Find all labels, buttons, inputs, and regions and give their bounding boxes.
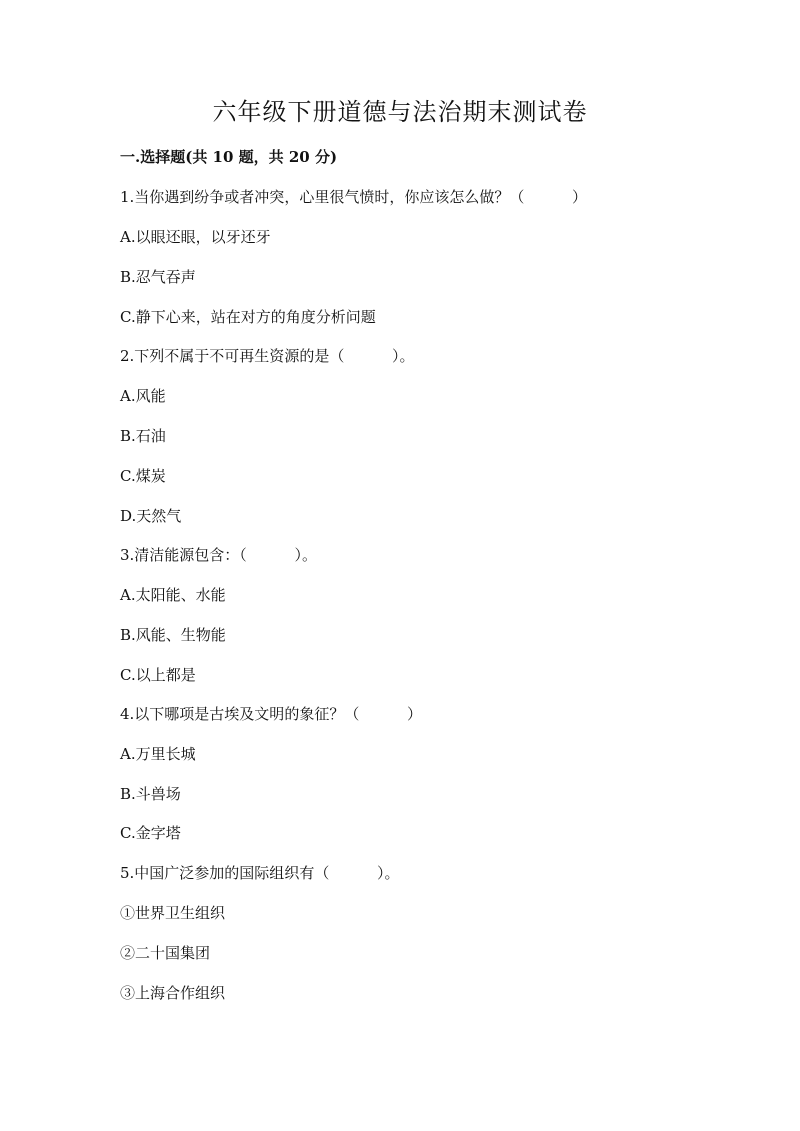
- option-3a: A.太阳能、水能: [120, 586, 226, 604]
- question-stem-5: 5.中国广泛参加的国际组织有（ ）。: [120, 864, 400, 882]
- option-4c: C.金字塔: [120, 824, 181, 842]
- option-5-3: ③上海合作组织: [120, 984, 226, 1002]
- question-stem-3: 3.清洁能源包含：（ ）。: [120, 546, 317, 564]
- option-3b: B.风能、生物能: [120, 626, 226, 644]
- option-5-2: ②二十国集团: [120, 944, 211, 962]
- option-2a: A.风能: [120, 387, 166, 405]
- question-stem-2: 2.下列不属于不可再生资源的是（ ）。: [120, 347, 415, 365]
- option-2c: C.煤炭: [120, 467, 166, 485]
- option-4b: B.斗兽场: [120, 785, 181, 803]
- option-5-1: ①世界卫生组织: [120, 904, 226, 922]
- option-4a: A.万里长城: [120, 745, 196, 763]
- option-3c: C.以上都是: [120, 666, 196, 684]
- option-2d: D.天然气: [120, 507, 182, 525]
- page-title: 六年级下册道德与法治期末测试卷: [212, 98, 588, 126]
- question-stem-1: 1.当你遇到纷争或者冲突，心里很气愤时，你应该怎么做？（ ）: [120, 188, 587, 206]
- option-1a: A.以眼还眼，以牙还牙: [120, 228, 271, 246]
- option-1b: B.忍气吞声: [120, 268, 196, 286]
- option-2b: B.石油: [120, 427, 166, 445]
- section-heading: 一.选择题(共 10 题，共 20 分): [120, 148, 338, 166]
- option-1c: C.静下心来，站在对方的角度分析问题: [120, 308, 376, 326]
- question-stem-4: 4.以下哪项是古埃及文明的象征？（ ）: [120, 705, 422, 723]
